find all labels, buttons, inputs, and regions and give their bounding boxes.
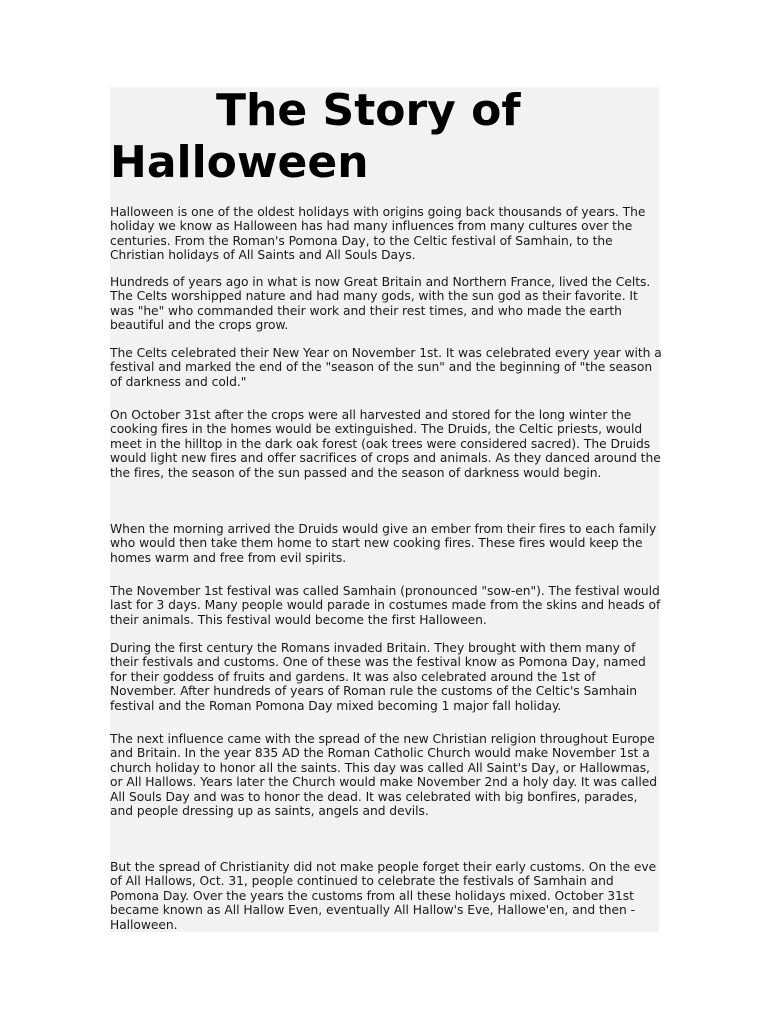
paragraph-celts: Hundreds of years ago in what is now Great Britain and Northern France, lived the Celts. The Celts worshipped nature and had many gods, with the sun god as their favorite. It was "he" who commanded their work and their rest times, and who made the earth beautiful and the crops grow. [110,275,651,333]
title-line-2: Halloween [110,137,369,188]
paragraph-morning-ember: When the morning arrived the Druids would give an ember from their fires to each family who would then take them home to start new cooking fires. These fires would keep the homes warm and free from evil spirits. [110,522,657,565]
paragraph-samhain: The November 1st festival was called Samhain (pronounced "sow-en"). The festival would last for 3 days. Many people would parade in costumes made from the skins and heads of their animals. This festival would become the first Halloween. [110,584,661,627]
paragraph-christian-influence: The next influence came with the spread of the new Christian religion throughout Europe and Britain. In the year 835 AD the Roman Catholic Church would make November 1st a church holiday to honor all the saints. This day was called All Saint's Day, or Hallowmas, or All Hallows. Years later the Church would make November 2nd a holy day. It was called All Souls Day and was to honor the dead. It was celebrated with big bonfires, parades, and people dressing up as saints, angels and devils. [110,732,658,819]
title-line-1: The Story of [216,85,521,136]
paragraph-intro: Halloween is one of the oldest holidays with origins going back thousands of years. The holiday we know as Halloween has had many influences from many cultures over the centuries. From the Roman's Pomona Day, to the Celtic festival of Samhain, to the Christian holidays of All Saints and All Souls Days. [110,205,646,263]
paragraph-october-31: On October 31st after the crops were all harvested and stored for the long winter the cooking fires in the homes would be extinguished. The Druids, the Celtic priests, would meet in the hilltop in the dark oak forest (oak trees were considered sacred). The Druids would light new fires and offer sacrifices of crops and animals. As they danced around the the fires, the season of the sun passed and the season of darkness would begin. [110,408,661,480]
paragraph-all-hallows: But the spread of Christianity did not make people forget their early customs. On the eve of All Hallows, Oct. 31, people continued to celebrate the festivals of Samhain and Pomona Day. Over the years the customs from all these holidays mixed. October 31st became known as All Hallow Even, eventually All Hallow's Eve, Hallowe'en, and then - Halloween. [110,860,657,932]
document-page [110,85,662,932]
paragraph-romans: During the first century the Romans invaded Britain. They brought with them many of their festivals and customs. One of these was the festival know as Pomona Day, named for their goddess of fruits and gardens. It was also celebrated around the 1st of November. After hundreds of years of Roman rule the customs of the Celtic's Samhain festival and the Roman Pomona Day mixed becoming 1 major fall holiday. [110,641,646,713]
paragraph-new-year: The Celts celebrated their New Year on November 1st. It was celebrated every year with a festival and marked the end of the "season of the sun" and the beginning of "the season of darkness and cold." [110,346,662,389]
